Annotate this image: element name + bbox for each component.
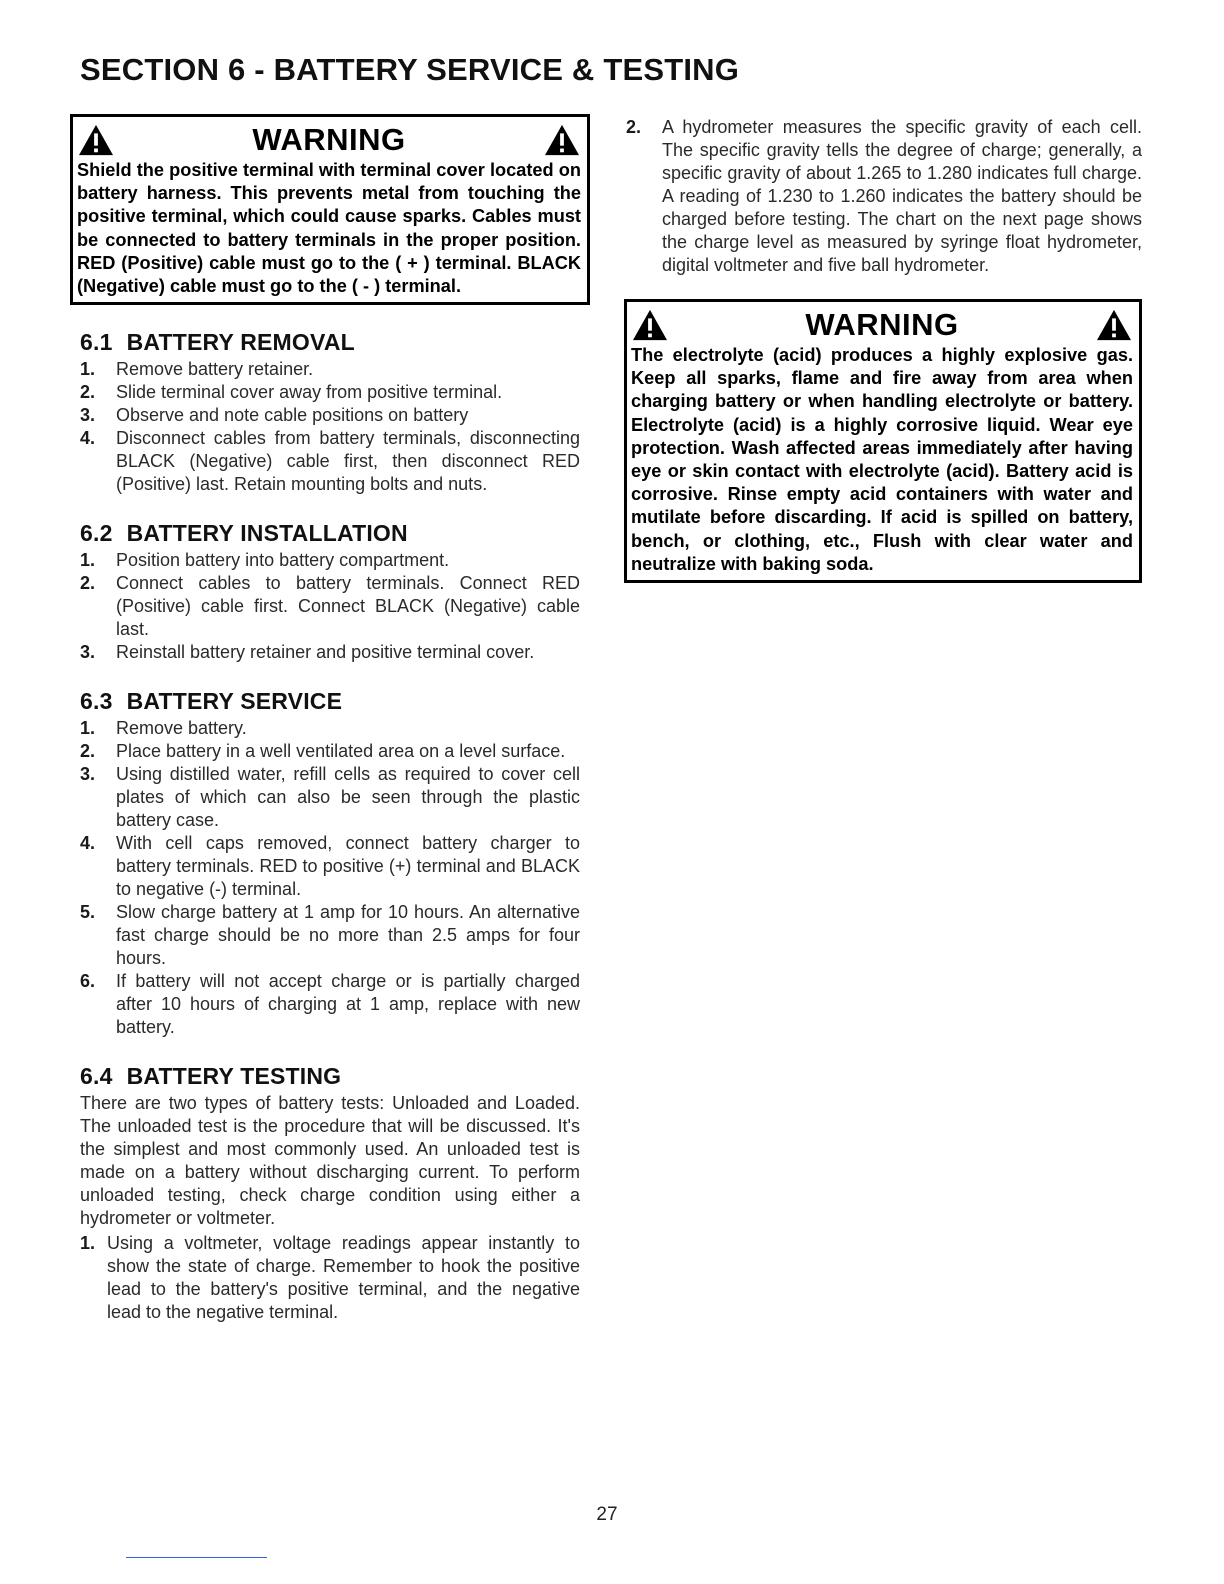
list-item [80, 381, 580, 404]
list-item [80, 641, 580, 664]
step-text: Slide terminal cover away from positive terminal. [116, 382, 503, 403]
footer-divider [126, 1557, 267, 1558]
step-number: 2. [626, 117, 642, 137]
warning-header [77, 121, 581, 159]
step-text: If battery will not accept charge or is partially charged after 10 hours of charging at 1 amp, replace with new battery. [116, 971, 580, 1038]
step-number: 1. [80, 550, 96, 571]
list-item [80, 404, 580, 427]
section-heading-service [80, 688, 580, 715]
step-number: 3. [80, 405, 96, 426]
list-item [80, 717, 580, 740]
step-text: Using a voltmeter, voltage readings appear instantly to show the state of charge. Remember to hook the positive lead to the battery's positive terminal, and the negative lead to the negative terminal. [107, 1233, 580, 1323]
step-number: 2. [80, 573, 96, 594]
step-number: 5. [80, 902, 96, 923]
right-column [626, 114, 1142, 583]
page-number: 27 [596, 1504, 618, 1525]
list-item [80, 549, 580, 572]
section-number: 6.1 [80, 329, 113, 356]
list-item [80, 832, 580, 901]
list-item [626, 116, 1142, 277]
list-item [80, 572, 580, 641]
warning-title: WARNING [805, 307, 959, 343]
testing-intro: There are two types of battery tests: Unloaded and Loaded. The unloaded test is the procedure that will be discussed. It's the simplest and most commonly used. An unloaded test is made on a battery without discharging current. To perform unloaded testing, check charge condition using either a hydrometer or voltmeter. [80, 1093, 580, 1229]
section-number: 6.4 [80, 1063, 113, 1090]
list-item [80, 763, 580, 832]
step-number: 2. [80, 741, 96, 762]
warning-text: Shield the positive terminal with terminal cover located on battery harness. This prevents metal from touching the positive terminal, which could cause sparks. Cables must be connected to battery terminals in the proper position. RED (Positive) cable must go to the ( + ) terminal. BLACK (Negative) cable must go to the ( - ) terminal. [77, 160, 581, 297]
step-text: A hydrometer measures the specific gravity of each cell. The specific gravity tells the degree of charge; generally, a specific gravity of about 1.265 to 1.280 indicates full charge. A reading of 1.230 to 1.260 indicates the battery should be charged before testing. The chart on the next page shows the charge level as measured by syringe float hydrometer, digital voltmeter and five ball hydrometer. [662, 117, 1142, 275]
step-text: Observe and note cable positions on battery [116, 405, 469, 426]
step-text: Position battery into battery compartment. [116, 550, 450, 571]
warning-text: The electrolyte (acid) produces a highly explosive gas. Keep all sparks, flame and fire away from area when charging battery or when handling electrolyte or battery. Electrolyte (acid) is a highly corrosive liquid. Wear eye protection. Wash affected areas immediately after having eye or skin contact with electrolyte (acid). Battery acid is corrosive. Rinse empty acid containers with water and mutilate before discarding. If acid is spilled on battery, bench, or clothing, etc., Flush with clear water and neutralize with baking soda. [631, 345, 1133, 574]
step-text: With cell caps removed, connect battery charger to battery terminals. RED to positive (+) terminal and BLACK to negative (-) terminal. [116, 833, 580, 900]
service-steps [80, 717, 580, 1039]
section-heading-installation [80, 520, 580, 547]
section-title: BATTERY SERVICE [126, 688, 343, 715]
testing-steps-right [626, 116, 1142, 277]
step-number: 2. [80, 382, 96, 403]
warning-triangle-icon [543, 123, 581, 157]
warning-triangle-icon [77, 123, 115, 157]
section-title: BATTERY REMOVAL [126, 329, 355, 356]
step-number: 3. [80, 642, 96, 663]
step-number: 1. [80, 1233, 96, 1254]
step-text: Disconnect cables from battery terminals, disconnecting BLACK (Negative) cable first, then disconnect RED (Positive) last. Retain mounting bolts and nuts. [116, 428, 580, 495]
step-number: 1. [80, 359, 96, 380]
installation-steps [80, 549, 580, 664]
step-number: 4. [80, 428, 96, 449]
step-number: 3. [80, 764, 96, 785]
list-item [80, 970, 580, 1039]
step-text: Using distilled water, refill cells as required to cover cell plates of which can also be seen through the plastic battery case. [116, 764, 580, 831]
step-text: Slow charge battery at 1 amp for 10 hours. An alternative fast charge should be no more than 2.5 amps for four hours. [116, 902, 580, 969]
warning-box-terminal [70, 114, 590, 305]
section-number: 6.3 [80, 688, 113, 715]
section-heading-removal [80, 329, 580, 356]
warning-triangle-icon [1095, 308, 1133, 342]
step-text: Remove battery. [116, 718, 247, 739]
section-title: BATTERY INSTALLATION [126, 520, 408, 547]
warning-header [631, 306, 1133, 344]
list-item [80, 901, 580, 970]
section-heading-testing [80, 1063, 580, 1090]
warning-box-electrolyte [624, 299, 1142, 583]
section-title: BATTERY TESTING [126, 1063, 342, 1090]
warning-title: WARNING [252, 122, 406, 158]
list-item [80, 427, 580, 496]
left-column [77, 114, 581, 1324]
list-item [80, 358, 580, 381]
step-text: Connect cables to battery terminals. Connect RED (Positive) cable first. Connect BLACK (Negative) cable last. [116, 573, 580, 640]
step-text: Place battery in a well ventilated area on a level surface. [116, 741, 566, 762]
warning-triangle-icon [631, 308, 669, 342]
list-item [80, 740, 580, 763]
testing-steps-left [80, 1232, 580, 1324]
step-number: 6. [80, 971, 96, 992]
step-text: Remove battery retainer. [116, 359, 314, 380]
removal-steps [80, 358, 580, 496]
step-number: 1. [80, 718, 96, 739]
page-title: SECTION 6 - BATTERY SERVICE & TESTING [80, 52, 740, 87]
step-text: Reinstall battery retainer and positive terminal cover. [116, 642, 535, 663]
list-item [80, 1232, 580, 1324]
section-number: 6.2 [80, 520, 113, 547]
step-number: 4. [80, 833, 96, 854]
